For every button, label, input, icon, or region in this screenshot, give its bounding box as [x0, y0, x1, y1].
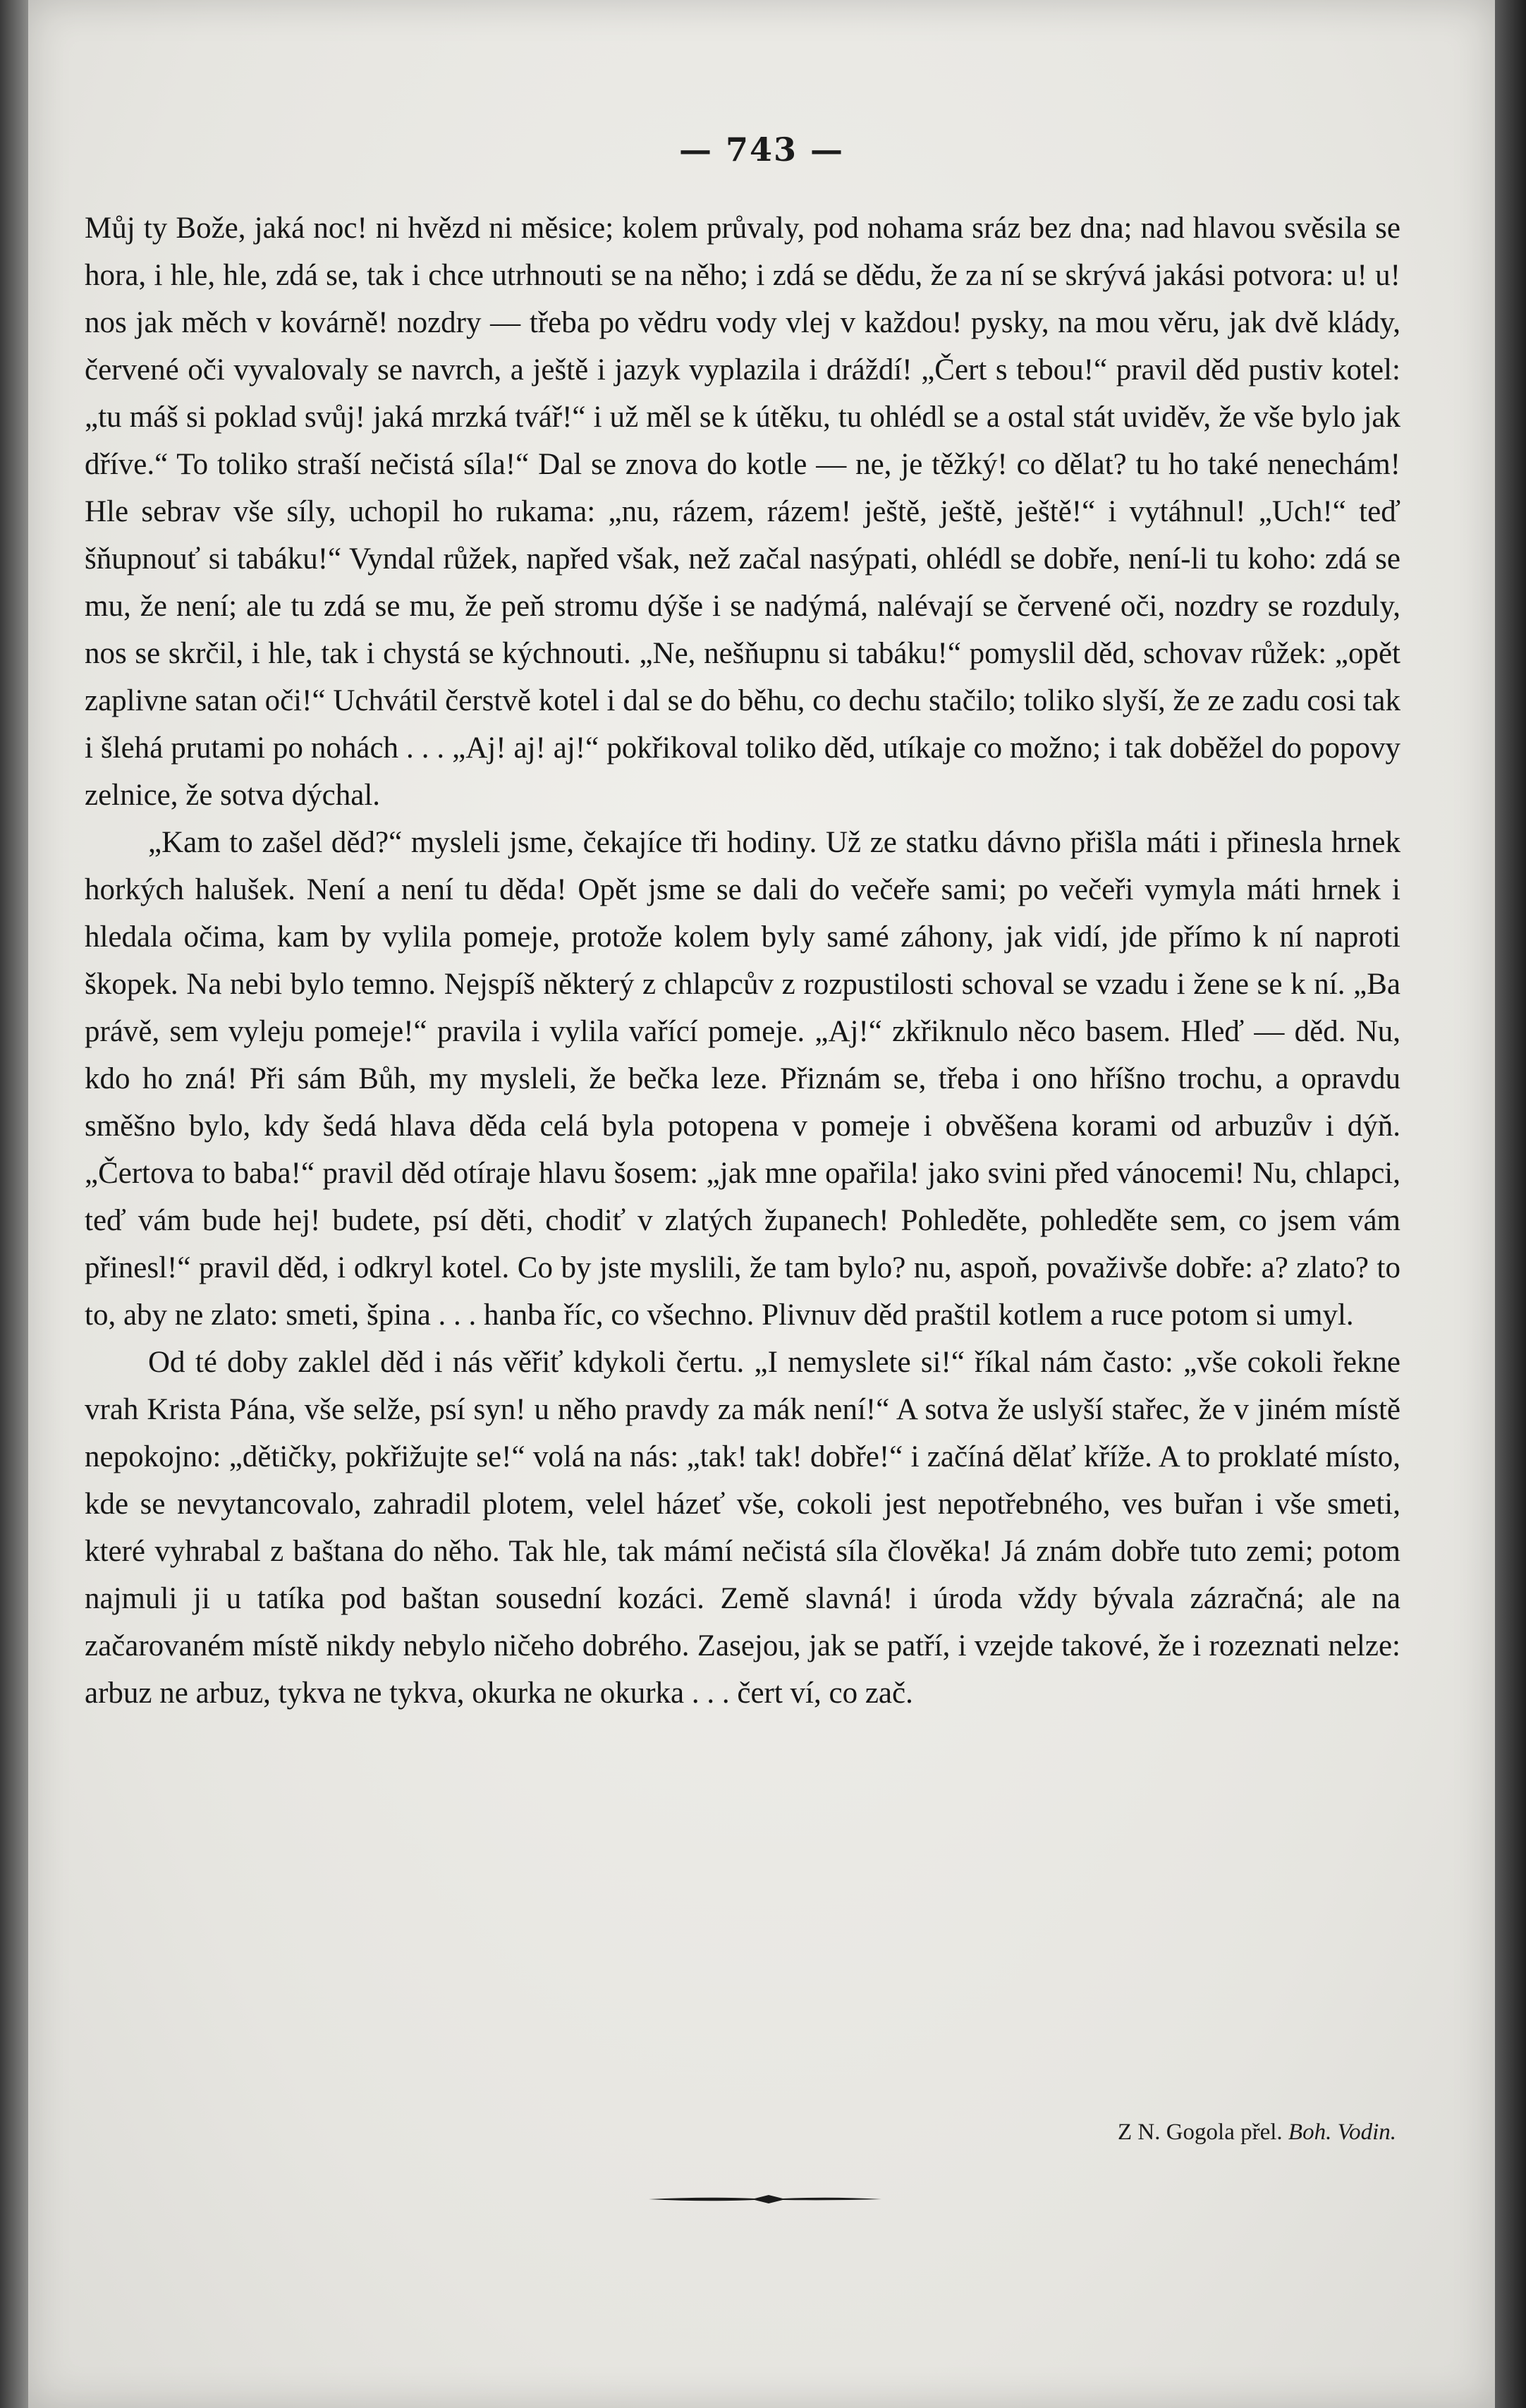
book-page	[28, 0, 1495, 2408]
attribution-source: Z N. Gogola přel.	[1117, 2120, 1283, 2145]
paragraph-1: Můj ty Bože, jaká noc! ni hvězd ni měsice; kolem průvaly, pod nohama sráz bez dna; nad hlavou svěsila se hora, i hle, hle, zdá se, tak i chce utrhnouti se na něho; i zdá se dědu, že za ní se skrývá jakási potvora: u! u! nos jak měch v kovárně! nozdry — třeba po vědru vody vlej v každou! pysky, na mou věru, jak dvě klády, červené oči vyvalovaly se navrch, a ještě i jazyk vyplazila i dráždí! „Čert s tebou!“ pravil děd pustiv kotel: „tu máš si poklad svůj! jaká mrzká tvář!“ i už měl se k útěku, tu ohlédl se a ostal stát uviděv, že vše bylo jak dříve.“ To toliko straší nečistá síla!“ Dal se znova do kotle — ne, je těžký! co dělat? tu ho také nenechám! Hle sebrav vše síly, uchopil ho rukama: „nu, rázem, rázem! ještě, ještě, ještě!“ i vytáhnul! „Uch!“ teď šňupnouť si tabáku!“ Vyndal růžek, napřed však, než začal nasýpati, ohlédl se dobře, není-li tu koho: zdá se mu, že není; ale tu zdá se mu, že peň stromu dýše i se nadýmá, nalévají se červené oči, nozdry se rozduly, nos se skrčil, i hle, tak i chystá se kýchnouti. „Ne, nešňupnu si tabáku!“ pomyslil děd, schovav růžek: „opět zaplivne satan oči!“ Uchvátil čerstvě kotel i dal se do běhu, co dechu stačilo; toliko slyší, že ze zadu cosi tak i šlehá prutami po nohách . . . „Aj! aj! aj!“ pokřikoval toliko děd, utíkaje co možno; i tak doběžel do popovy zelnice, že sotva dýchal.	[85, 212, 1400, 812]
page-number: — 743 —	[678, 130, 845, 169]
paragraph-2: „Kam to zašel děd?“ mysleli jsme, čekajíce tři hodiny. Už ze statku dávno přišla máti i přinesla hrnek horkých halušek. Není a není tu děda! Opět jsme se dali do večeře sami; po večeři vymyla máti hrnek i hledala očima, kam by vylila pomeje, protože kolem byly samé záhony, jak vidí, jde přímo k ní naproti škopek. Na nebi bylo temno. Nejspíš některý z chlapcův z rozpustilosti schoval se vzadu i žene se k ní. „Ba právě, sem vyleju pomeje!“ pravila i vylila vařící pomeje. „Aj!“ zkřiknulo něco basem. Hleď — děd. Nu, kdo ho zná! Při sám Bůh, my mysleli, že bečka leze. Přiznám se, třeba i ono hříšno trochu, a opravdu směšno bylo, kdy šedá hlava děda celá byla potopena v pomeje i obvěšena korami od arbuzův i dýň. „Čertova to baba!“ pravil děd otíraje hlavu šosem: „jak mne opařila! jako svini před vánocemi! Nu, chlapci, teď vám bude hej! budete, psí děti, chodiť v zlatých županech! Pohleděte, pohleděte sem, co jsem vám přinesl!“ pravil děd, i odkryl kotel. Co by jste myslili, že tam bylo? nu, aspoň, považivše dobře: a? zlato? to to, aby ne zlato: smeti, špina . . . hanba říc, co všechno. Plivnuv děd praštil kotlem a ruce potom si umyl.	[85, 826, 1400, 1332]
body-text	[85, 205, 1400, 1717]
scan-right-edge	[1495, 0, 1526, 2408]
scan-left-edge	[0, 0, 28, 2408]
attribution-translator: Boh. Vodin.	[1288, 2120, 1396, 2145]
end-ornament-rule	[649, 2192, 881, 2206]
paragraph-3: Od té doby zaklel děd i nás věřiť kdykoli čertu. „I nemyslete si!“ říkal nám často: „vše cokoli řekne vrah Krista Pána, vše selže, psí syn! u něho pravdy za mák není!“ A sotva že uslyší stařec, že v jiném místě nepokojno: „dětičky, pokřižujte se!“ volá na nás: „tak! tak! dobře!“ i začíná dělať kříže. A to proklaté místo, kde se nevytancovalo, zahradil plotem, velel házeť vše, cokoli jest nepotřebného, ves buřan i vše smeti, které vyhrabal z baštana do něho. Tak hle, tak mámí nečistá síla člověka! Já znám dobře tuto zemi; potom najmuli ji u tatíka pod baštan sousední kozáci. Země slavná! i úroda vždy bývala zázračná; ale na začarovaném místě nikdy nebylo ničeho dobrého. Zasejou, jak se patří, i vzejde takové, že i rozeznati nelze: arbuz ne arbuz, tykva ne tykva, okurka ne okurka . . . čert ví, co zač.	[85, 1346, 1400, 1710]
attribution	[959, 2120, 1396, 2146]
